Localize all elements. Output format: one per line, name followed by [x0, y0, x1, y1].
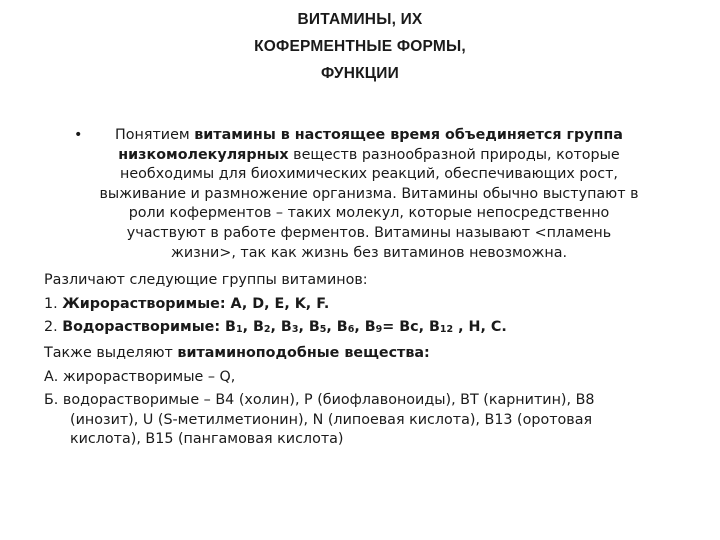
sep-bc: = Bc, B [382, 319, 440, 336]
group-item-2 [44, 318, 694, 340]
intro-paragraph [44, 126, 694, 263]
intro-line-1 [44, 126, 694, 146]
groups-heading: Различают следующие группы витаминов: [44, 272, 368, 289]
group-item-1-number: 1. [44, 295, 63, 312]
vitaminoid-heading [44, 344, 694, 364]
intro-line-4: выживание и размножение организма. Витамины обычно выступают в [99, 185, 639, 202]
intro-line-2-bold: низкомолекулярных [118, 146, 289, 163]
slide-body [44, 126, 694, 450]
intro-line-1-plain: Понятием [115, 127, 195, 143]
vitaminoid-item-b-line-3: кислота), B15 (пангамовая кислота) [70, 431, 344, 448]
sep-b6: , B [326, 319, 348, 336]
intro-line-3: необходимы для биохимических реакций, обеспечивающих рост, [120, 166, 618, 183]
group-item-2-number: 2. [44, 319, 63, 336]
sep-b3: , B [270, 319, 292, 336]
bullet-icon: • [74, 127, 83, 143]
vitaminoid-item-b-line-2: (инозит), U (S-метилметионин), N (липоевая кислота), B13 (оротовая [70, 411, 593, 428]
subscript-12: 12 [439, 324, 454, 336]
group-item-1 [44, 295, 694, 315]
group-item-1-text: Жирорастворимые: A, D, E, K, F. [62, 295, 330, 312]
title-line-1: ВИТАМИНЫ, ИХ [297, 11, 423, 28]
vitaminoid-heading-bold: витаминоподобные вещества: [177, 344, 430, 361]
intro-line-2-plain: веществ разнообразной природы, которые [288, 146, 620, 163]
subscript-3: 3 [291, 324, 299, 336]
page-title [200, 6, 520, 87]
vitaminoid-item-a: А. жирорастворимые – Q, [44, 368, 236, 385]
intro-line-2 [44, 146, 694, 166]
subscript-5: 5 [319, 324, 327, 336]
vitaminoid-heading-plain: Также выделяют [44, 344, 178, 361]
intro-line-5: роли коферментов – таких молекул, которые непосредственно [128, 205, 610, 222]
sep-b2: , B [242, 319, 264, 336]
subscript-2: 2 [263, 324, 271, 336]
title-line-3: ФУНКЦИИ [321, 65, 399, 82]
group-item-2-text [62, 319, 507, 335]
vitaminoid-item-b-line-1: Б. водорастворимые – B4 (холин), P (биофлавоноиды), BT (карнитин), B8 [44, 392, 595, 409]
subscript-6: 6 [347, 324, 355, 336]
subscript-1: 1 [235, 324, 243, 336]
group-item-2-tail: , H, C. [453, 319, 507, 336]
title-line-2: КОФЕРМЕНТНЫЕ ФОРМЫ, [254, 38, 466, 55]
group-item-2-label: Водорастворимые: B [62, 319, 236, 336]
intro-line-7: жизни>, так как жизнь без витаминов невозможна. [170, 244, 568, 261]
intro-line-6: участвуют в работе ферментов. Витамины называют <пламень [126, 224, 612, 241]
sep-b5: , B [298, 319, 320, 336]
intro-line-1-bold: витамины в настоящее время объединяется группа [194, 127, 623, 143]
sep-b9: , B [354, 319, 376, 336]
subscript-9: 9 [375, 324, 383, 336]
